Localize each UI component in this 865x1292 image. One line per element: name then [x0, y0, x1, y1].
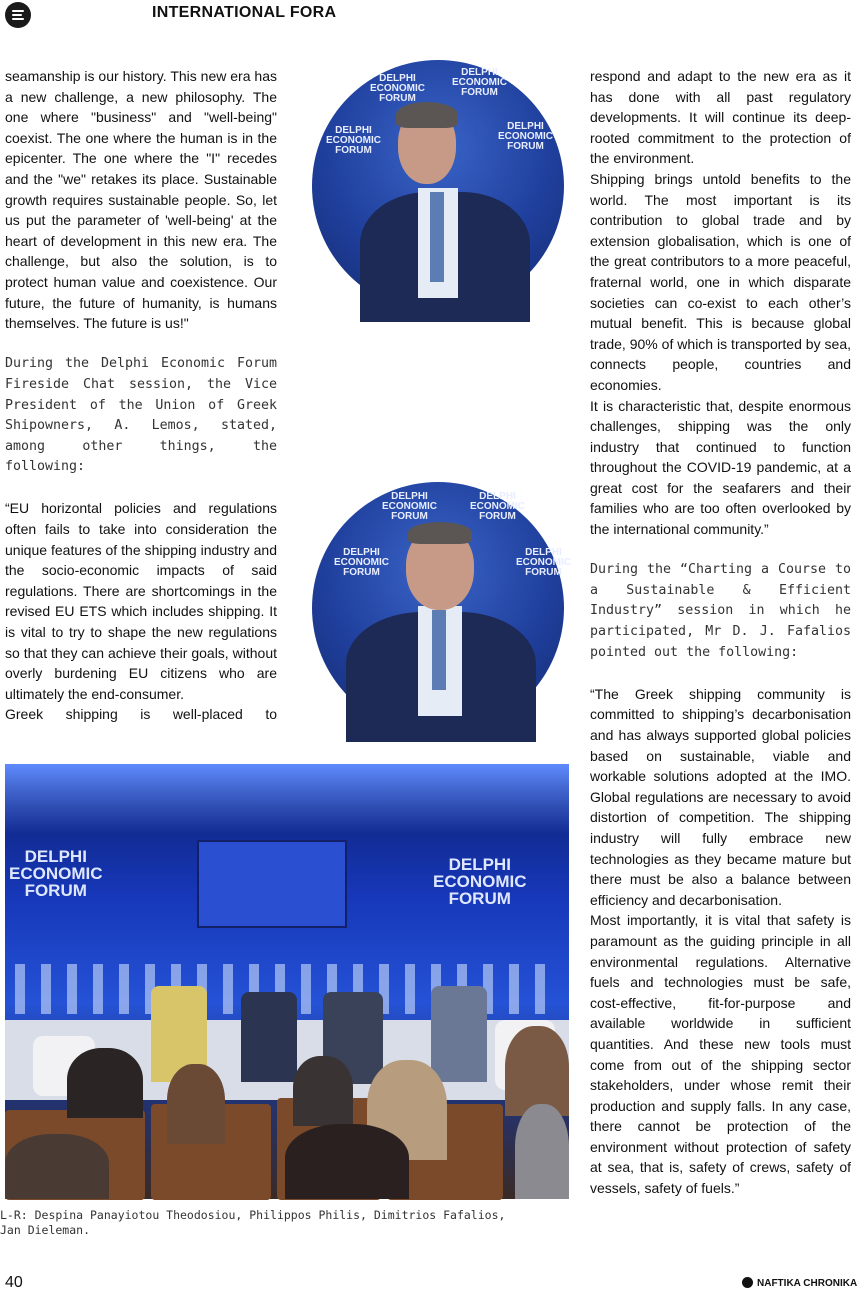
- stage-screen: [197, 840, 347, 928]
- lemos-paragraph-1: respond and adapt to the new era as it has done with all past regulatory developments. It will continue its deep-rooted commitment to the protection of the environment.: [590, 68, 851, 167]
- forum-wall-logo-right: DELPHI ECONOMIC FORUM: [433, 855, 527, 908]
- portrait-speaker-two: DELPHI ECONOMIC FORUM DELPHI ECONOMIC FORUM DELPHI ECONOMIC FORUM DELPHI ECONOMIC FORUM: [312, 482, 564, 734]
- quote-fafalios-2: Most importantly, it is vital that safety is paramount as the guiding principle in all environmental regulations. Alternative fuels and technologies must be safe, cost-effective, fit-for-purpose and available worldwide in sufficient quantities. And these new tools must come from out of the shipping sector stakeholders, under whose remit their production and supply falls. In any case, there cannot be protection of the environment without protection of safety at sea, that is, safety of crews, safety of vessels, safety of fuels.”: [590, 912, 851, 1197]
- panel-photo: [5, 764, 569, 1199]
- quote-lemos: “EU horizontal policies and regulations often fails to take into consideration the unique features of the shipping industry and the socio-economic impacts of said regulations. There are shortcomings in the revised EU ETS which includes shipping. It is vital to try to shape the new regulations so that they can achieve their goals, without overly burdening EU citizens who are ultimately the end-consumer.: [5, 500, 277, 702]
- right-column: [590, 66, 851, 1199]
- section-title: INTERNATIONAL FORA: [152, 4, 337, 21]
- lemos-paragraph-2: Shipping brings untold benefits to the world. The most important is its contribution to global trade and by extension globalisation, which is one of the great contributors to a more peaceful, fraternal world, one in which disparate societies can co-exist to each other’s mutual benefit. This is because global trade, 90% of which is transported by sea, connects people, countries and economies.: [590, 170, 851, 393]
- left-column: [5, 66, 277, 725]
- forum-wall-logo-left: DELPHI ECONOMIC FORUM: [9, 847, 103, 900]
- quote-ending: seamanship is our history. This new era has a new challenge, a new philosophy. The one where "business" and "well-being" coexist. The one where the human is in the epicenter. The one where the "I" recedes and the "we" retakes its place. Sustainable growth requires sustainable people. So, let us put the parameter of 'well-being' at the heart of development in this new era. The challenge, but also the solution, is to protect human value and coexistence. Our future, the future of humanity, is humans themselves. The future is us!": [5, 68, 277, 332]
- panelist-2: [241, 992, 297, 1082]
- publication-brand: NAFTIKA CHRONIKA: [742, 1277, 865, 1289]
- brand-logo-icon: [742, 1277, 753, 1288]
- publication-logo-icon: [5, 2, 31, 28]
- portrait-speaker-one: DELPHI ECONOMIC FORUM DELPHI ECONOMIC FORUM DELPHI ECONOMIC FORUM DELPHI ECONOMIC FORUM: [312, 60, 564, 312]
- quote-fafalios-1: “The Greek shipping community is committed to shipping’s decarbonisation and has always supported global policies based on sustainable, viable and workable solutions adopted at the IMO. Global regulations are necessary to avoid distortion of competition. The shipping industry will fully embrace new technologies as they became mature but there must be also a balance between efficiency and decarbonisation.: [590, 685, 851, 908]
- lemos-paragraph-3: It is characteristic that, despite enormous challenges, shipping was the only industry that continued to function throughout the COVID-19 pandemic, at a great cost for the seafarers and their families who are too often overlooked by the international community.”: [590, 397, 851, 538]
- intro-lemos: During the Delphi Economic Forum Fireside Chat session, the Vice President of the Union of Greek Shipowners, A. Lemos, stated, among other things, the following:: [5, 356, 277, 475]
- page-number: 40: [5, 1274, 23, 1291]
- photo-caption: L-R: Despina Panayiotou Theodosiou, Philippos Philis, Dimitrios Fafalios, Jan Dieleman.: [0, 1208, 506, 1237]
- panelist-4: [431, 986, 487, 1082]
- intro-fafalios: During the “Charting a Course to a Sustainable & Efficient Industry” session in which he participated, Mr D. J. Fafalios pointed out the following:: [590, 562, 851, 660]
- quote-lemos-continued: Greek shipping is well-placed to: [5, 706, 277, 723]
